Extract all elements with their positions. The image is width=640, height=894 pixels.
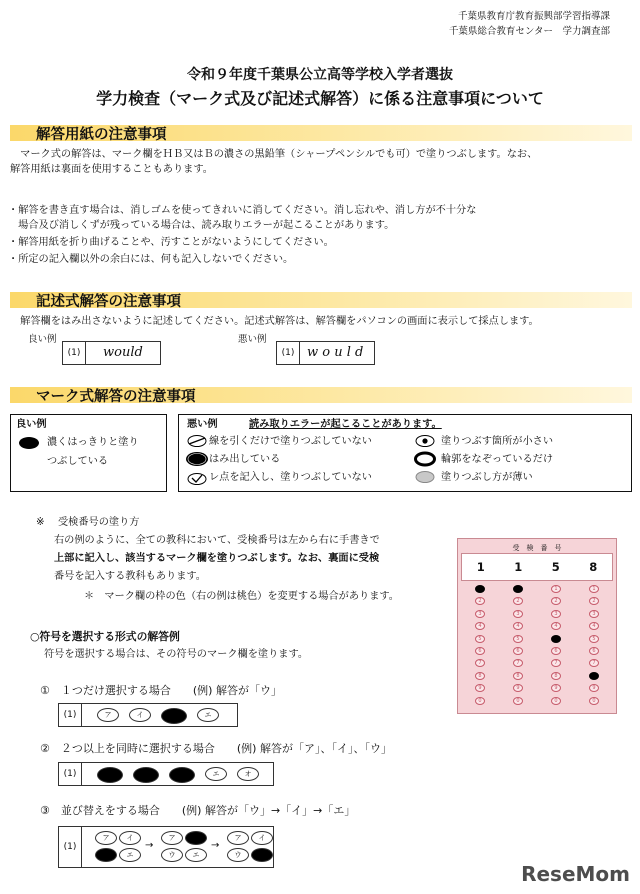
watermark-logo: ReseMom bbox=[521, 862, 630, 886]
question-number: (1) bbox=[63, 342, 86, 364]
grid-mark bbox=[551, 635, 561, 643]
grid-mark: 5 bbox=[513, 635, 523, 643]
grid-digit: 8 bbox=[589, 560, 598, 574]
grid-mark: 8 bbox=[475, 672, 485, 680]
bad-item: 塗りつぶし方が薄い bbox=[441, 472, 533, 483]
bullet-item: ・ 解答用紙を折り曲げることや、汚すことがないようにしてください。 bbox=[8, 236, 334, 250]
choice-oval: イ bbox=[251, 831, 273, 845]
bullet-item: ・ 解答を書き直す場合は、消しゴムを使ってきれいに消してください。消し忘れや、消し方が不十分な bbox=[8, 204, 476, 218]
bad-item: 塗りつぶす箇所が小さい bbox=[441, 436, 554, 447]
filled-mark-icon bbox=[19, 437, 39, 449]
grid-mark: 7 bbox=[513, 659, 523, 667]
grid-mark: 0 bbox=[513, 697, 523, 705]
bad-mark-panel bbox=[178, 414, 632, 492]
choice-oval-filled bbox=[169, 767, 195, 783]
grid-mark: 6 bbox=[475, 647, 485, 655]
choice-oval: ア bbox=[161, 831, 183, 845]
choice-oval-filled bbox=[251, 848, 273, 862]
good-mark-panel bbox=[10, 414, 167, 492]
section-heading: 記述式解答の注意事項 bbox=[36, 294, 181, 310]
good-example-label: 良い例 bbox=[28, 334, 57, 345]
grid-mark bbox=[589, 672, 599, 680]
warning-text: 読み取りエラーが起こることがあります。 bbox=[249, 419, 442, 430]
grid-mark: 1 bbox=[589, 585, 599, 593]
grid-mark: 4 bbox=[475, 622, 485, 630]
bad-item: はみ出している bbox=[209, 454, 281, 465]
bad-item: レ点を記入し、塗りつぶしていない bbox=[209, 472, 372, 483]
exam-number-grid bbox=[457, 538, 617, 714]
choice-oval-filled bbox=[161, 708, 187, 724]
example-title: ② ２つ以上を同時に選択する場合 (例) 解答が「ア」、「イ」、「ウ」 bbox=[40, 742, 392, 755]
oval-row bbox=[97, 708, 219, 724]
choice-oval: エ bbox=[119, 848, 141, 862]
org-line-2: 千葉県総合教育センター 学力調査部 bbox=[448, 26, 610, 37]
bad-example-label: 悪い例 bbox=[238, 334, 267, 345]
arrow: → bbox=[211, 840, 220, 851]
answer-box-order bbox=[58, 826, 274, 868]
exam-number-heading: 受検番号の塗り方 bbox=[58, 517, 140, 528]
grid-mark: 6 bbox=[551, 647, 561, 655]
panel-text: 濃くはっきりと塗り bbox=[47, 437, 139, 448]
grid-mark: 3 bbox=[589, 610, 599, 618]
grid-mark: 3 bbox=[475, 610, 485, 618]
grid-mark: 2 bbox=[513, 597, 523, 605]
grid-mark: 7 bbox=[551, 659, 561, 667]
panel-title: 良い例 bbox=[16, 419, 47, 430]
grid-mark: 4 bbox=[589, 622, 599, 630]
grid-mark: 8 bbox=[551, 672, 561, 680]
grid-digit: 1 bbox=[476, 560, 485, 574]
exam-number-line: 番号を記入する教科もあります。 bbox=[54, 571, 206, 582]
grid-digit-row bbox=[461, 553, 613, 581]
grid-mark: 9 bbox=[513, 684, 523, 692]
choice-oval: ア bbox=[95, 831, 117, 845]
choice-oval-filled bbox=[97, 767, 123, 783]
grid-mark: 3 bbox=[551, 610, 561, 618]
choice-oval: オ bbox=[237, 767, 259, 781]
symbol-intro: 符号を選択する場合は、その符号のマーク欄を塗ります。 bbox=[44, 649, 309, 660]
section-heading: 解答用紙の注意事項 bbox=[36, 127, 167, 143]
grid-digit: 1 bbox=[514, 560, 523, 574]
exam-number-line: 上部に記入し、該当するマーク欄を塗りつぶします。なお、裏面に受検 bbox=[54, 553, 380, 564]
panel-text: つぶしている bbox=[47, 456, 109, 467]
choice-oval: ウ bbox=[227, 848, 249, 862]
grid-mark: 0 bbox=[551, 697, 561, 705]
answer-box-good bbox=[62, 341, 161, 365]
choice-oval: エ bbox=[197, 708, 219, 722]
grid-mark: 0 bbox=[589, 697, 599, 705]
bullet-item: ・ 所定の記入欄以外の余白には、何も記入しないでください。 bbox=[8, 253, 293, 267]
question-number: (1) bbox=[59, 704, 82, 726]
question-number: (1) bbox=[59, 827, 82, 867]
choice-oval-filled bbox=[133, 767, 159, 783]
title-line-1: 令和９年度千葉県公立高等学校入学者選抜 bbox=[187, 67, 453, 83]
symbol-heading: ○符号を選択する形式の解答例 bbox=[30, 630, 180, 643]
grid-digit: 5 bbox=[551, 560, 560, 574]
choice-oval-filled bbox=[185, 831, 207, 845]
grid-mark: 2 bbox=[589, 597, 599, 605]
answer-box-multi bbox=[58, 762, 274, 786]
oval-row bbox=[97, 767, 259, 783]
choice-oval: ア bbox=[97, 708, 119, 722]
grid-mark: 1 bbox=[551, 585, 561, 593]
grid-title: 受 検 番 号 bbox=[512, 544, 562, 552]
good-answer-word: would bbox=[103, 345, 143, 360]
answer-box-single bbox=[58, 703, 238, 727]
grid-mark bbox=[513, 585, 523, 593]
panel-title: 悪い例 bbox=[187, 419, 218, 430]
grid-mark: 4 bbox=[551, 622, 561, 630]
grid-mark: 3 bbox=[513, 610, 523, 618]
grid-mark: 5 bbox=[475, 635, 485, 643]
grid-mark: 9 bbox=[475, 684, 485, 692]
bad-mark-icons bbox=[411, 433, 441, 491]
answer-box-bad bbox=[276, 341, 375, 365]
choice-oval: イ bbox=[129, 708, 151, 722]
choice-oval: イ bbox=[119, 831, 141, 845]
grid-mark: 7 bbox=[475, 659, 485, 667]
grid-mark: 9 bbox=[551, 684, 561, 692]
choice-oval: ウ bbox=[161, 848, 183, 862]
choice-oval: エ bbox=[205, 767, 227, 781]
grid-mark: 9 bbox=[589, 684, 599, 692]
grid-mark: 7 bbox=[589, 659, 599, 667]
choice-oval: ア bbox=[227, 831, 249, 845]
grid-mark: 6 bbox=[513, 647, 523, 655]
grid-mark: 5 bbox=[589, 635, 599, 643]
section-heading-bar bbox=[10, 387, 632, 403]
order-ovals bbox=[95, 831, 271, 865]
bullet-item: 場合及び消しくずが残っている場合は、読み取りエラーが起こることがあります。 bbox=[8, 220, 395, 231]
grid-mark: 6 bbox=[589, 647, 599, 655]
grid-mark bbox=[475, 585, 485, 593]
paragraph: 解答欄をはみ出さないように記述してください。記述式解答は、解答欄をパソコンの画面に表示して採点します。 bbox=[10, 316, 539, 327]
bad-answer-word: w o u l d bbox=[307, 345, 364, 360]
grid-mark: 8 bbox=[513, 672, 523, 680]
page-title: 学力検査（マーク式及び記述式解答）に係る注意事項について bbox=[96, 89, 544, 108]
example-title: ③ 並び替えをする場合 (例) 解答が「ウ」→「イ」→「エ」 bbox=[40, 804, 356, 817]
arrow: → bbox=[145, 840, 154, 851]
note-mark: ※ bbox=[36, 517, 45, 528]
question-number: (1) bbox=[59, 763, 82, 785]
exam-number-note: ＊ マーク欄の枠の色（右の例は桃色）を変更する場合があります。 bbox=[84, 591, 399, 602]
paragraph: 解答用紙は裏面を使用することもあります。 bbox=[10, 164, 213, 175]
exam-number-line: 右の例のように、全ての教科において、受検番号は左から右に手書きで bbox=[54, 535, 380, 546]
grid-mark: 2 bbox=[551, 597, 561, 605]
section-heading: マーク式解答の注意事項 bbox=[36, 389, 196, 405]
grid-mark: 4 bbox=[513, 622, 523, 630]
org-line-1: 千葉県教育庁教育振興部学習指導課 bbox=[457, 11, 610, 22]
question-number: (1) bbox=[277, 342, 300, 364]
choice-oval: エ bbox=[185, 848, 207, 862]
bad-item: 輪郭をなぞっているだけ bbox=[441, 454, 554, 465]
section-heading-bar bbox=[10, 292, 632, 308]
grid-mark: 2 bbox=[475, 597, 485, 605]
bad-item: 線を引くだけで塗りつぶしていない bbox=[209, 436, 372, 447]
section-heading-bar bbox=[10, 125, 632, 141]
grid-mark: 0 bbox=[475, 697, 485, 705]
choice-oval-filled bbox=[95, 848, 117, 862]
paragraph: マーク式の解答は、マーク欄をＨＢ又はＢの濃さの黒鉛筆（シャープペンシルでも可）で塗りつぶします。なお、 bbox=[10, 149, 538, 160]
example-title: ① １つだけ選択する場合 (例) 解答が「ウ」 bbox=[40, 684, 282, 697]
